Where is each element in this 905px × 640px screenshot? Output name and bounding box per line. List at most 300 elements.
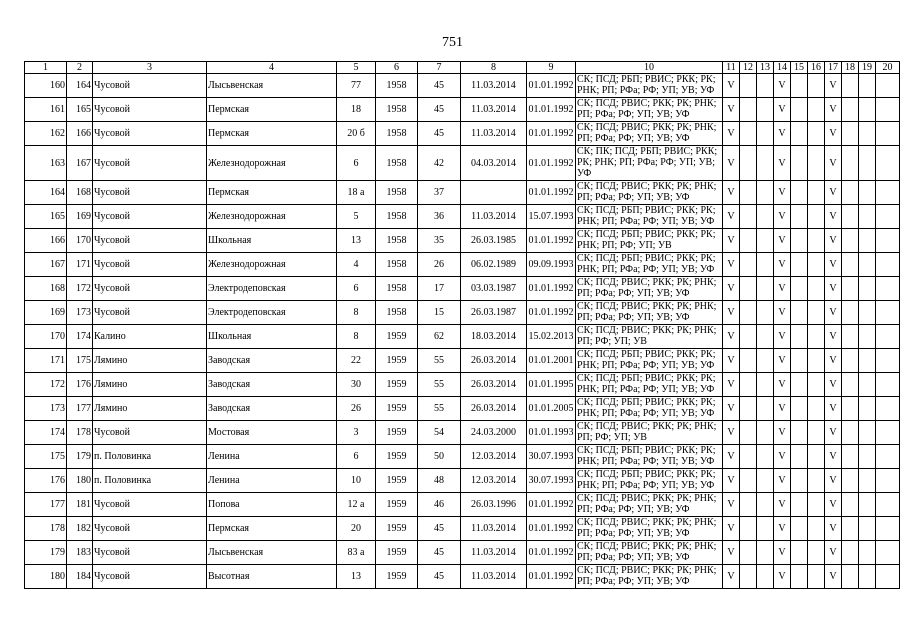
record-number: 172	[67, 277, 93, 301]
row-number: 178	[25, 517, 67, 541]
mark-cell-19	[859, 98, 876, 122]
record-number: 183	[67, 541, 93, 565]
table-row	[25, 181, 900, 205]
house-number: 8	[337, 325, 376, 349]
mark-cell-14: V	[774, 181, 791, 205]
mark-cell-19	[859, 74, 876, 98]
wear-percent: 45	[418, 517, 461, 541]
mark-cell-18	[842, 325, 859, 349]
registration-date: 30.07.1993	[527, 469, 576, 493]
mark-cell-11: V	[723, 541, 740, 565]
mark-cell-19	[859, 229, 876, 253]
house-number: 6	[337, 445, 376, 469]
mark-cell-20	[876, 277, 900, 301]
build-year: 1959	[376, 469, 418, 493]
mark-cell-15	[791, 146, 808, 181]
mark-cell-15	[791, 74, 808, 98]
mark-cell-20	[876, 445, 900, 469]
table-row	[25, 469, 900, 493]
mark-cell-17: V	[825, 445, 842, 469]
mark-cell-18	[842, 146, 859, 181]
locality: Чусовой	[93, 541, 207, 565]
mark-cell-19	[859, 565, 876, 589]
works-list: СК; ПСД; РВИС; РКК; РК; РНК; РП; РФа; РФ; УП; УВ; УФ	[576, 565, 723, 589]
street: Школьная	[207, 325, 337, 349]
mark-cell-17: V	[825, 146, 842, 181]
mark-cell-14: V	[774, 493, 791, 517]
mark-cell-13	[757, 253, 774, 277]
house-number: 10	[337, 469, 376, 493]
mark-cell-13	[757, 445, 774, 469]
record-number: 181	[67, 493, 93, 517]
mark-cell-14: V	[774, 373, 791, 397]
works-list: СК; ПСД; РВИС; РКК; РК; РНК; РП; РФа; РФ; УП; УВ; УФ	[576, 517, 723, 541]
registration-date: 01.01.1992	[527, 98, 576, 122]
build-year: 1958	[376, 229, 418, 253]
table-row	[25, 253, 900, 277]
street: Железнодорожная	[207, 205, 337, 229]
registration-date: 15.02.2013	[527, 325, 576, 349]
works-list: СК; ПСД; РБП; РВИС; РКК; РК; РНК; РП; РФа; РФ; УП; УВ; УФ	[576, 445, 723, 469]
registry-table	[24, 61, 900, 589]
column-header: 16	[808, 62, 825, 74]
mark-cell-17: V	[825, 493, 842, 517]
mark-cell-11: V	[723, 373, 740, 397]
survey-date	[461, 181, 527, 205]
mark-cell-13	[757, 469, 774, 493]
mark-cell-13	[757, 565, 774, 589]
registration-date: 01.01.1992	[527, 74, 576, 98]
mark-cell-19	[859, 253, 876, 277]
mark-cell-14: V	[774, 98, 791, 122]
wear-percent: 42	[418, 146, 461, 181]
column-header: 15	[791, 62, 808, 74]
mark-cell-17: V	[825, 74, 842, 98]
locality: Чусовой	[93, 493, 207, 517]
survey-date: 26.03.2014	[461, 397, 527, 421]
mark-cell-17: V	[825, 205, 842, 229]
locality: Чусовой	[93, 421, 207, 445]
build-year: 1959	[376, 325, 418, 349]
street: Пермская	[207, 181, 337, 205]
street: Железнодорожная	[207, 253, 337, 277]
mark-cell-14: V	[774, 253, 791, 277]
house-number: 26	[337, 397, 376, 421]
build-year: 1959	[376, 445, 418, 469]
survey-date: 26.03.1985	[461, 229, 527, 253]
row-number: 166	[25, 229, 67, 253]
column-header: 3	[93, 62, 207, 74]
table-row	[25, 301, 900, 325]
survey-date: 11.03.2014	[461, 565, 527, 589]
house-number: 13	[337, 565, 376, 589]
mark-cell-18	[842, 469, 859, 493]
works-list: СК; ПСД; РВИС; РКК; РК; РНК; РП; РФ; УП; УВ	[576, 421, 723, 445]
mark-cell-15	[791, 325, 808, 349]
mark-cell-14: V	[774, 325, 791, 349]
mark-cell-17: V	[825, 373, 842, 397]
mark-cell-12	[740, 565, 757, 589]
header-row	[25, 62, 900, 74]
mark-cell-18	[842, 181, 859, 205]
mark-cell-16	[808, 181, 825, 205]
locality: Чусовой	[93, 181, 207, 205]
row-number: 172	[25, 373, 67, 397]
mark-cell-14: V	[774, 421, 791, 445]
mark-cell-11: V	[723, 74, 740, 98]
survey-date: 26.03.2014	[461, 373, 527, 397]
mark-cell-18	[842, 277, 859, 301]
locality: Чусовой	[93, 301, 207, 325]
mark-cell-13	[757, 349, 774, 373]
mark-cell-14: V	[774, 397, 791, 421]
wear-percent: 46	[418, 493, 461, 517]
mark-cell-16	[808, 122, 825, 146]
mark-cell-20	[876, 541, 900, 565]
mark-cell-15	[791, 181, 808, 205]
locality: Чусовой	[93, 517, 207, 541]
works-list: СК; ПСД; РВИС; РКК; РК; РНК; РП; РФа; РФ; УП; УВ; УФ	[576, 277, 723, 301]
locality: Лямино	[93, 397, 207, 421]
mark-cell-13	[757, 98, 774, 122]
table-row	[25, 349, 900, 373]
mark-cell-18	[842, 565, 859, 589]
mark-cell-17: V	[825, 301, 842, 325]
wear-percent: 48	[418, 469, 461, 493]
mark-cell-11: V	[723, 445, 740, 469]
mark-cell-12	[740, 229, 757, 253]
mark-cell-13	[757, 493, 774, 517]
street: Пермская	[207, 517, 337, 541]
locality: Калино	[93, 325, 207, 349]
row-number: 164	[25, 181, 67, 205]
registration-date: 01.01.2001	[527, 349, 576, 373]
column-header: 19	[859, 62, 876, 74]
survey-date: 12.03.2014	[461, 469, 527, 493]
mark-cell-20	[876, 325, 900, 349]
build-year: 1959	[376, 373, 418, 397]
mark-cell-11: V	[723, 146, 740, 181]
mark-cell-16	[808, 253, 825, 277]
record-number: 164	[67, 74, 93, 98]
build-year: 1959	[376, 397, 418, 421]
survey-date: 04.03.2014	[461, 146, 527, 181]
mark-cell-13	[757, 74, 774, 98]
mark-cell-14: V	[774, 277, 791, 301]
mark-cell-12	[740, 421, 757, 445]
wear-percent: 26	[418, 253, 461, 277]
mark-cell-19	[859, 445, 876, 469]
survey-date: 26.03.1996	[461, 493, 527, 517]
mark-cell-13	[757, 146, 774, 181]
works-list: СК; ПСД; РВИС; РКК; РК; РНК; РП; РФа; РФ; УП; УВ; УФ	[576, 301, 723, 325]
table-row	[25, 122, 900, 146]
mark-cell-20	[876, 373, 900, 397]
mark-cell-13	[757, 373, 774, 397]
survey-date: 26.03.2014	[461, 349, 527, 373]
mark-cell-19	[859, 373, 876, 397]
row-number: 171	[25, 349, 67, 373]
mark-cell-20	[876, 181, 900, 205]
mark-cell-19	[859, 301, 876, 325]
wear-percent: 45	[418, 74, 461, 98]
row-number: 169	[25, 301, 67, 325]
survey-date: 11.03.2014	[461, 205, 527, 229]
house-number: 18 а	[337, 181, 376, 205]
mark-cell-20	[876, 253, 900, 277]
mark-cell-12	[740, 181, 757, 205]
row-number: 176	[25, 469, 67, 493]
column-header: 2	[67, 62, 93, 74]
mark-cell-20	[876, 122, 900, 146]
mark-cell-12	[740, 301, 757, 325]
column-header: 6	[376, 62, 418, 74]
wear-percent: 45	[418, 98, 461, 122]
mark-cell-18	[842, 74, 859, 98]
registration-date: 01.01.2005	[527, 397, 576, 421]
survey-date: 26.03.1987	[461, 301, 527, 325]
mark-cell-20	[876, 229, 900, 253]
row-number: 173	[25, 397, 67, 421]
registration-date: 15.07.1993	[527, 205, 576, 229]
build-year: 1959	[376, 493, 418, 517]
mark-cell-11: V	[723, 421, 740, 445]
mark-cell-20	[876, 469, 900, 493]
mark-cell-15	[791, 373, 808, 397]
build-year: 1958	[376, 181, 418, 205]
mark-cell-13	[757, 397, 774, 421]
registration-date: 01.01.1992	[527, 122, 576, 146]
locality: Чусовой	[93, 205, 207, 229]
house-number: 77	[337, 74, 376, 98]
mark-cell-14: V	[774, 122, 791, 146]
street: Ленина	[207, 445, 337, 469]
row-number: 179	[25, 541, 67, 565]
mark-cell-12	[740, 517, 757, 541]
mark-cell-16	[808, 325, 825, 349]
survey-date: 18.03.2014	[461, 325, 527, 349]
record-number: 180	[67, 469, 93, 493]
locality: Лямино	[93, 373, 207, 397]
survey-date: 11.03.2014	[461, 122, 527, 146]
wear-percent: 35	[418, 229, 461, 253]
mark-cell-17: V	[825, 253, 842, 277]
column-header: 8	[461, 62, 527, 74]
build-year: 1958	[376, 301, 418, 325]
mark-cell-15	[791, 301, 808, 325]
works-list: СК; ПСД; РВИС; РКК; РК; РНК; РП; РФа; РФ; УП; УВ; УФ	[576, 181, 723, 205]
build-year: 1959	[376, 349, 418, 373]
mark-cell-12	[740, 146, 757, 181]
registration-date: 01.01.1993	[527, 421, 576, 445]
mark-cell-11: V	[723, 181, 740, 205]
house-number: 22	[337, 349, 376, 373]
mark-cell-12	[740, 205, 757, 229]
street: Мостовая	[207, 421, 337, 445]
column-header: 1	[25, 62, 67, 74]
build-year: 1958	[376, 98, 418, 122]
mark-cell-13	[757, 301, 774, 325]
mark-cell-18	[842, 445, 859, 469]
mark-cell-15	[791, 205, 808, 229]
mark-cell-15	[791, 122, 808, 146]
street: Железнодорожная	[207, 146, 337, 181]
works-list: СК; ПК; ПСД; РБП; РВИС; РКК; РК; РНК; РП; РФа; РФ; УП; УВ; УФ	[576, 146, 723, 181]
mark-cell-20	[876, 349, 900, 373]
record-number: 170	[67, 229, 93, 253]
mark-cell-14: V	[774, 74, 791, 98]
mark-cell-12	[740, 373, 757, 397]
mark-cell-18	[842, 205, 859, 229]
build-year: 1959	[376, 421, 418, 445]
registration-date: 01.01.1992	[527, 301, 576, 325]
wear-percent: 62	[418, 325, 461, 349]
mark-cell-17: V	[825, 277, 842, 301]
wear-percent: 55	[418, 373, 461, 397]
registration-date: 30.07.1993	[527, 445, 576, 469]
mark-cell-19	[859, 325, 876, 349]
mark-cell-19	[859, 493, 876, 517]
mark-cell-20	[876, 397, 900, 421]
locality: п. Половинка	[93, 469, 207, 493]
wear-percent: 36	[418, 205, 461, 229]
record-number: 171	[67, 253, 93, 277]
registration-date: 01.01.1992	[527, 517, 576, 541]
mark-cell-19	[859, 421, 876, 445]
mark-cell-16	[808, 493, 825, 517]
mark-cell-20	[876, 98, 900, 122]
house-number: 13	[337, 229, 376, 253]
house-number: 5	[337, 205, 376, 229]
mark-cell-16	[808, 397, 825, 421]
mark-cell-11: V	[723, 122, 740, 146]
mark-cell-20	[876, 205, 900, 229]
locality: Чусовой	[93, 146, 207, 181]
mark-cell-13	[757, 421, 774, 445]
mark-cell-17: V	[825, 565, 842, 589]
build-year: 1958	[376, 74, 418, 98]
mark-cell-20	[876, 421, 900, 445]
mark-cell-18	[842, 122, 859, 146]
column-header: 4	[207, 62, 337, 74]
works-list: СК; ПСД; РБП; РВИС; РКК; РК; РНК; РП; РФа; РФ; УП; УВ; УФ	[576, 349, 723, 373]
works-list: СК; ПСД; РБП; РВИС; РКК; РК; РНК; РП; РФа; РФ; УП; УВ; УФ	[576, 397, 723, 421]
column-header: 12	[740, 62, 757, 74]
table-row	[25, 541, 900, 565]
mark-cell-19	[859, 349, 876, 373]
mark-cell-19	[859, 146, 876, 181]
street: Заводская	[207, 349, 337, 373]
registration-date: 01.01.1992	[527, 541, 576, 565]
mark-cell-17: V	[825, 349, 842, 373]
wear-percent: 37	[418, 181, 461, 205]
street: Пермская	[207, 98, 337, 122]
mark-cell-14: V	[774, 445, 791, 469]
mark-cell-13	[757, 122, 774, 146]
record-number: 182	[67, 517, 93, 541]
table-row	[25, 229, 900, 253]
mark-cell-17: V	[825, 325, 842, 349]
mark-cell-13	[757, 205, 774, 229]
mark-cell-19	[859, 122, 876, 146]
table-row	[25, 421, 900, 445]
row-number: 180	[25, 565, 67, 589]
row-number: 170	[25, 325, 67, 349]
survey-date: 03.03.1987	[461, 277, 527, 301]
record-number: 173	[67, 301, 93, 325]
page-number: 751	[442, 35, 463, 50]
table-row	[25, 146, 900, 181]
works-list: СК; ПСД; РБП; РВИС; РКК; РК; РНК; РП; РФа; РФ; УП; УВ; УФ	[576, 373, 723, 397]
mark-cell-14: V	[774, 205, 791, 229]
mark-cell-16	[808, 74, 825, 98]
column-header: 5	[337, 62, 376, 74]
wear-percent: 17	[418, 277, 461, 301]
record-number: 176	[67, 373, 93, 397]
row-number: 174	[25, 421, 67, 445]
registration-date: 09.09.1993	[527, 253, 576, 277]
mark-cell-16	[808, 565, 825, 589]
table-row	[25, 373, 900, 397]
house-number: 6	[337, 146, 376, 181]
street: Электродеповская	[207, 277, 337, 301]
mark-cell-20	[876, 493, 900, 517]
locality: Чусовой	[93, 277, 207, 301]
survey-date: 11.03.2014	[461, 98, 527, 122]
table-row	[25, 205, 900, 229]
locality: Лямино	[93, 349, 207, 373]
mark-cell-15	[791, 253, 808, 277]
mark-cell-12	[740, 277, 757, 301]
mark-cell-18	[842, 373, 859, 397]
mark-cell-18	[842, 541, 859, 565]
column-header: 20	[876, 62, 900, 74]
mark-cell-16	[808, 229, 825, 253]
survey-date: 12.03.2014	[461, 445, 527, 469]
mark-cell-12	[740, 325, 757, 349]
works-list: СК; ПСД; РВИС; РКК; РК; РНК; РП; РФа; РФ; УП; УВ; УФ	[576, 98, 723, 122]
mark-cell-17: V	[825, 181, 842, 205]
street: Попова	[207, 493, 337, 517]
street: Школьная	[207, 229, 337, 253]
row-number: 168	[25, 277, 67, 301]
mark-cell-14: V	[774, 229, 791, 253]
house-number: 12 а	[337, 493, 376, 517]
row-number: 163	[25, 146, 67, 181]
mark-cell-20	[876, 517, 900, 541]
mark-cell-18	[842, 421, 859, 445]
mark-cell-15	[791, 397, 808, 421]
mark-cell-15	[791, 277, 808, 301]
mark-cell-17: V	[825, 421, 842, 445]
mark-cell-11: V	[723, 397, 740, 421]
row-number: 167	[25, 253, 67, 277]
mark-cell-16	[808, 277, 825, 301]
registration-date: 01.01.1992	[527, 493, 576, 517]
mark-cell-18	[842, 349, 859, 373]
mark-cell-11: V	[723, 229, 740, 253]
mark-cell-17: V	[825, 122, 842, 146]
mark-cell-16	[808, 541, 825, 565]
column-header: 10	[576, 62, 723, 74]
mark-cell-15	[791, 541, 808, 565]
mark-cell-17: V	[825, 98, 842, 122]
mark-cell-13	[757, 229, 774, 253]
mark-cell-14: V	[774, 349, 791, 373]
row-number: 165	[25, 205, 67, 229]
mark-cell-18	[842, 301, 859, 325]
mark-cell-17: V	[825, 541, 842, 565]
